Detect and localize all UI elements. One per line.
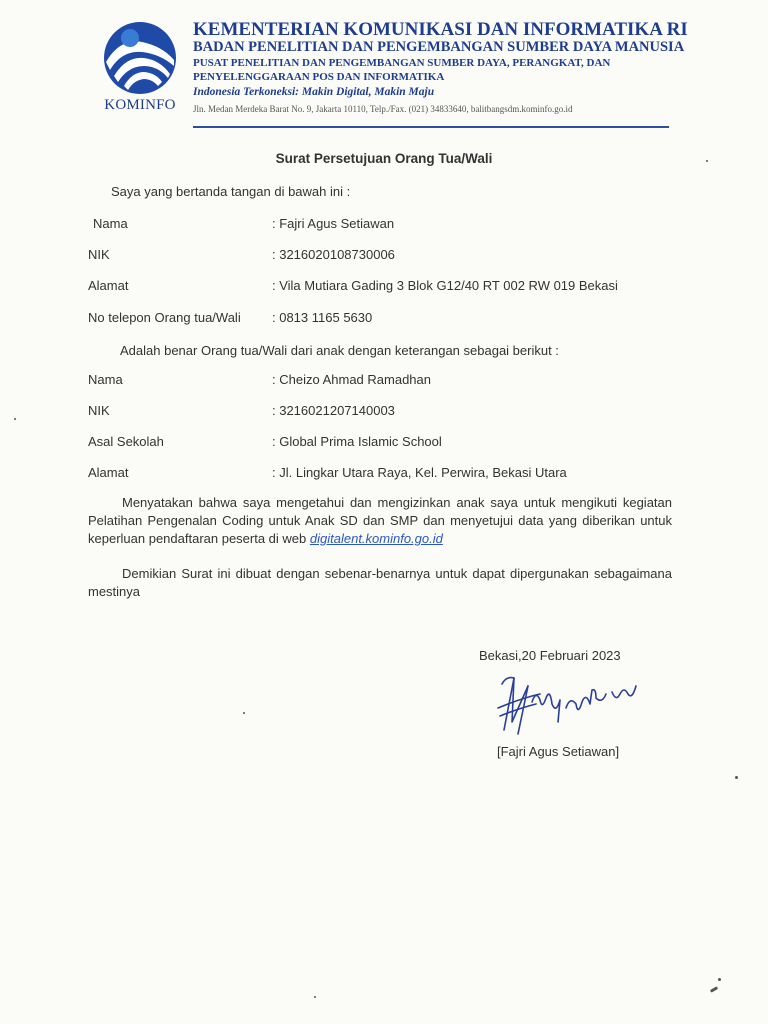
- field-value: : 0813 1165 5630: [272, 310, 373, 325]
- scan-speck: [14, 418, 16, 420]
- closing-paragraph: Demikian Surat ini dibuat dengan sebenar-benarnya untuk dapat dipergunakan sebagaimana mestinya: [88, 566, 672, 599]
- scan-speck: [710, 986, 718, 993]
- child-intro-text: Adalah benar Orang tua/Wali dari anak dengan keterangan sebagai berikut :: [120, 343, 559, 358]
- scan-speck: [314, 996, 316, 998]
- handwritten-signature: [492, 664, 642, 744]
- field-value: : Vila Mutiara Gading 3 Blok G12/40 RT 002 RW 019 Bekasi: [272, 278, 618, 293]
- intro-text: Saya yang bertanda tangan di bawah ini :: [111, 184, 351, 199]
- letterhead-divider: [193, 126, 669, 128]
- signer-name: [Fajri Agus Setiawan]: [497, 744, 620, 759]
- field-label: NIK: [88, 403, 110, 418]
- field-value: : Fajri Agus Setiawan: [272, 216, 395, 231]
- field-value: : Cheizo Ahmad Ramadhan: [272, 372, 431, 387]
- tagline: Indonesia Terkoneksi: Makin Digital, Makin Maju: [193, 86, 435, 98]
- field-label: Nama: [93, 216, 128, 231]
- field-value: : 3216020108730006: [272, 247, 395, 262]
- field-label: Nama: [88, 372, 123, 387]
- center-name-line1: PUSAT PENELITIAN DAN PENGEMBANGAN SUMBER DAYA, PERANGKAT, DAN: [193, 57, 611, 69]
- kominfo-logo-icon: [102, 20, 178, 98]
- field-label: No telepon Orang tua/Wali: [88, 310, 241, 325]
- place-date: Bekasi,20 Februari 2023: [479, 648, 621, 663]
- scan-speck: [706, 160, 708, 162]
- letterhead-address: Jln. Medan Merdeka Barat No. 9, Jakarta 10110, Telp./Fax. (021) 34833640, balitbangsdm.kominfo.go.id: [193, 104, 573, 114]
- scan-speck: [718, 978, 721, 981]
- kominfo-logo: [96, 20, 184, 116]
- field-value: : Jl. Lingkar Utara Raya, Kel. Perwira, Bekasi Utara: [272, 465, 567, 480]
- website-link[interactable]: digitalent.kominfo.go.id: [309, 531, 443, 546]
- field-value: : Global Prima Islamic School: [272, 434, 442, 449]
- scan-speck: [243, 712, 245, 714]
- center-name-line2: PENYELENGGARAAN POS DAN INFORMATIKA: [193, 71, 445, 83]
- field-label: Alamat: [88, 465, 129, 480]
- agency-name: BADAN PENELITIAN DAN PENGEMBANGAN SUMBER DAYA MANUSIA: [193, 39, 685, 55]
- logo-text: KOMINFO: [104, 97, 176, 113]
- field-value: : 3216021207140003: [272, 403, 395, 418]
- statement-text: Menyatakan bahwa saya mengetahui dan mengizinkan anak saya untuk mengikuti kegiatan Pelatihan Pengenalan Coding untuk Anak SD dan SMP dan menyetujui data yang diberikan untuk keperluan pendaftaran peserta di web: [88, 495, 672, 546]
- field-label: NIK: [88, 247, 110, 262]
- scan-speck: [735, 776, 738, 779]
- letter-title: Surat Persetujuan Orang Tua/Wali: [275, 151, 493, 166]
- statement-paragraph: [88, 494, 672, 548]
- field-label: Asal Sekolah: [88, 434, 164, 449]
- ministry-name: KEMENTERIAN KOMUNIKASI DAN INFORMATIKA RI: [193, 19, 688, 40]
- field-label: Alamat: [88, 278, 129, 293]
